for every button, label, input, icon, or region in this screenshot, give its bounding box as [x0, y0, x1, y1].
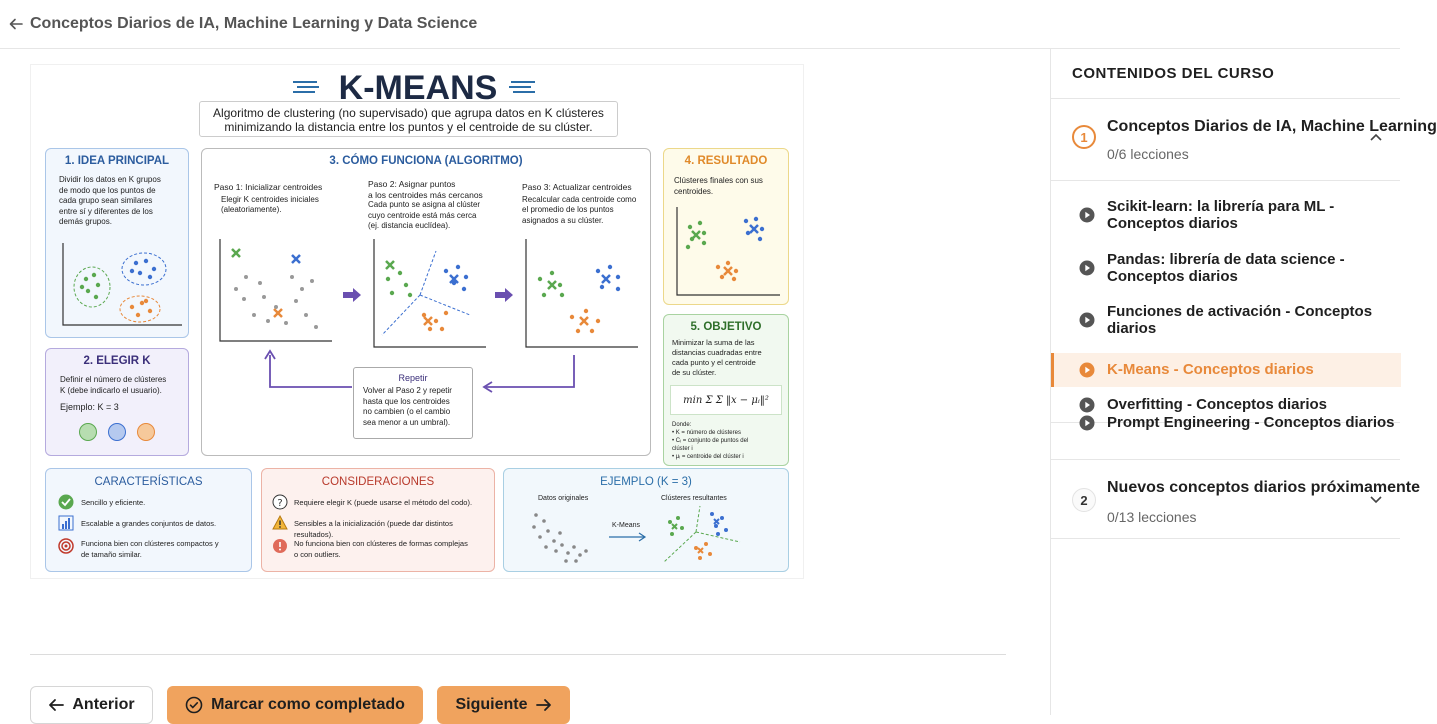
card-text: cada punto y el centroide: [672, 358, 756, 367]
step1-plot: [216, 237, 334, 343]
clustered-data-plot: [656, 504, 746, 566]
question-circle-icon: [272, 494, 288, 510]
lesson-title-line: Conceptos diarios: [1107, 268, 1238, 285]
lesson-title-line: diarios: [1107, 320, 1157, 337]
card-title: 5. OBJETIVO: [690, 321, 762, 333]
lesson-title: Prompt Engineering - Conceptos diarios: [1107, 414, 1395, 431]
arrow-right-icon: [494, 287, 514, 303]
card-text: clúster i: [672, 446, 693, 452]
next-button-label: Siguiente: [455, 696, 528, 713]
card-text: Ejemplo: K = 3: [60, 402, 119, 412]
section-2-header[interactable]: [1051, 459, 1420, 539]
step-heading: Paso 1: Inicializar centroides: [214, 182, 323, 192]
play-circle-icon: [1079, 415, 1095, 431]
subtitle-line: minimizando la distancia entre los puntos y el centroide de su clúster.: [224, 120, 593, 134]
consideration-text: o con outliers.: [294, 549, 341, 559]
card-text: • Cᵢ = conjunto de puntos del: [672, 438, 749, 444]
example-label: Clústeres resultantes: [661, 495, 727, 502]
step-heading: Paso 3: Actualizar centroides: [522, 182, 632, 192]
alert-circle-icon: [272, 538, 288, 554]
objective-formula: min Σ Σ ‖x − μᵢ‖²: [670, 385, 782, 415]
lesson-title-line: Overfitting - Conceptos diarios: [1107, 396, 1328, 413]
mark-complete-label: Marcar como completado: [211, 696, 405, 713]
play-circle-icon: [1079, 362, 1095, 378]
card-text: Minimizar la suma de las: [672, 338, 755, 347]
arrow-right-icon: [536, 698, 552, 712]
chevron-up-icon[interactable]: [1369, 133, 1383, 143]
lesson-title-line: Pandas: librería de data science -: [1107, 251, 1345, 268]
step-text: el promedio de los puntos: [522, 205, 614, 214]
consideration-text: No funciona bien con clústeres de formas complejas: [294, 539, 468, 548]
card-text: demás grupos.: [59, 217, 112, 226]
card-objetivo: [663, 314, 789, 466]
section-number-badge: 1: [1072, 125, 1096, 149]
repeat-title: Repetir: [398, 373, 428, 383]
section-title: Nuevos conceptos diarios próximamente: [1107, 479, 1420, 496]
lesson-title-line: Scikit-learn: la librería para ML -: [1107, 198, 1335, 215]
lesson-item-active[interactable]: [1051, 353, 1401, 387]
section-title: Conceptos Diarios de IA, Machine Learning: [1107, 118, 1437, 135]
repeat-text: sea menor a un umbral).: [363, 417, 451, 427]
card-text: distancias cuadradas entre: [672, 348, 762, 357]
mark-complete-button[interactable]: [167, 686, 423, 724]
check-circle-icon: [58, 494, 74, 510]
card-text: de su clúster.: [672, 368, 717, 377]
section-1-header[interactable]: [1051, 99, 1437, 181]
bar-chart-icon: [58, 515, 74, 531]
top-bar: [0, 0, 1400, 49]
step2-plot: [370, 237, 488, 353]
content-divider: [30, 654, 1006, 655]
lesson-title: [1107, 361, 1387, 378]
section-lesson-count: 0/13 lecciones: [1107, 509, 1197, 525]
kmeans-infographic: [30, 64, 804, 579]
lesson-item[interactable]: [1051, 406, 1400, 440]
original-data-plot: [526, 507, 596, 565]
card-title: 1. IDEA PRINCIPAL: [64, 155, 170, 167]
back-arrow-icon[interactable]: [8, 16, 24, 32]
arrow-right-icon: [342, 287, 362, 303]
step-text: cuyo centroide está más cerca: [368, 210, 477, 220]
step-text: (aleatoriamente).: [221, 205, 282, 214]
card-title: 3. CÓMO FUNCIONA (ALGORITMO): [329, 155, 523, 167]
step-text: asignados a su clúster.: [522, 215, 604, 225]
section-1-lessons: [1051, 181, 1400, 423]
card-text: Clústeres finales con sus: [674, 176, 763, 185]
step-heading: a los centroides más cercanos: [368, 189, 483, 200]
sidebar-heading: CONTENIDOS DEL CURSO: [1051, 49, 1400, 99]
card-ejemplo: [503, 468, 789, 572]
card-caracteristicas: [45, 468, 252, 572]
lesson-title-line: K-Means - Conceptos diarios: [1107, 361, 1314, 378]
previous-button[interactable]: [30, 686, 153, 724]
lesson-title: [1107, 251, 1387, 285]
feature-text: Sencillo y eficiente.: [81, 498, 146, 507]
lesson-title-line: Funciones de activación - Conceptos: [1107, 303, 1373, 320]
card-text: entre sí y diferentes de los: [59, 206, 153, 216]
consideration-text: Sensibles a la inicialización (puede dar distintos resultados).: [294, 519, 453, 539]
k-circles-icon: [76, 421, 166, 443]
card-como-funciona: [201, 148, 651, 456]
consideration-text: Requiere elegir K (puede usarse el método del codo).: [294, 498, 473, 507]
card-text: cada grupo sean similares: [59, 196, 153, 205]
example-arrow-label: K-Means: [612, 522, 641, 529]
step-text: (ej. distancia euclídea).: [368, 221, 451, 230]
card-title: EJEMPLO (K = 3): [600, 476, 692, 488]
card-text: K (debe indicarlo el usuario).: [60, 385, 162, 395]
card-text: Donde:: [672, 422, 692, 428]
arrow-left-icon: [48, 698, 64, 712]
feature-text: de tamaño similar.: [81, 549, 142, 559]
cluster-illustration: [60, 241, 185, 329]
card-title: 4. RESULTADO: [684, 155, 768, 167]
course-title[interactable]: Conceptos Diarios de IA, Machine Learning y Data Science: [30, 15, 478, 32]
card-idea-principal: [45, 148, 189, 338]
lesson-title: [1107, 198, 1387, 232]
warning-icon: [272, 515, 288, 531]
play-circle-icon: [1079, 312, 1095, 328]
lesson-content: [0, 49, 1050, 715]
card-text: Dividir los datos en K grupos: [59, 175, 161, 184]
step3-plot: [522, 237, 640, 353]
repeat-text: no cambien (o el cambio: [363, 407, 451, 416]
check-circle-icon: [185, 696, 203, 714]
result-plot: [674, 205, 782, 299]
svg-text:?: ?: [277, 498, 283, 509]
step-heading: Paso 2: Asignar puntos: [368, 179, 456, 189]
course-contents-sidebar: [1050, 49, 1437, 715]
play-circle-icon: [1079, 260, 1095, 276]
card-consideraciones: [261, 468, 495, 572]
infographic-subtitle: [199, 101, 618, 137]
card-text: • μᵢ = centroide del clúster i: [672, 454, 744, 460]
repeat-text: Volver al Paso 2 y repetir: [363, 386, 452, 395]
infographic-title: K-MEANS: [338, 69, 498, 107]
lesson-title-line: Conceptos diarios: [1107, 215, 1238, 232]
section-number-badge: 2: [1072, 488, 1096, 512]
subtitle-line: Algoritmo de clustering (no supervisado) que agrupa datos en K clústeres: [213, 106, 604, 120]
example-label: Datos originales: [538, 495, 589, 502]
lesson-item[interactable]: [1051, 189, 1401, 241]
step-text: Elegir K centroides iniciales: [221, 194, 319, 204]
card-title: CONSIDERACIONES: [321, 476, 435, 488]
feature-text: Escalable a grandes conjuntos de datos.: [81, 519, 217, 528]
card-text: • K = número de clústeres: [672, 430, 741, 436]
arrow-right-icon: [608, 532, 648, 542]
section-lesson-count: 0/6 lecciones: [1107, 146, 1189, 162]
card-elegir-k: [45, 348, 189, 456]
previous-button-label: Anterior: [72, 696, 135, 713]
feature-text: Funciona bien con clústeres compactos y: [81, 539, 219, 548]
lesson-title: [1107, 303, 1387, 337]
lesson-item[interactable]: [1051, 242, 1401, 294]
lesson-item[interactable]: [1051, 294, 1401, 346]
card-text: Definir el número de clústeres: [60, 375, 167, 384]
target-icon: [58, 538, 74, 554]
card-resultado: [663, 148, 789, 305]
step-text: Recalcular cada centroide como: [522, 194, 637, 204]
repeat-text: hasta que los centroides: [363, 396, 450, 406]
card-text: centroides.: [674, 186, 714, 196]
play-circle-icon: [1079, 207, 1095, 223]
chevron-down-icon[interactable]: [1369, 494, 1383, 504]
step-text: Cada punto se asigna al clúster: [368, 200, 481, 209]
card-title: CARACTERÍSTICAS: [94, 476, 203, 488]
card-title: 2. ELEGIR K: [83, 355, 151, 367]
next-button[interactable]: [437, 686, 570, 724]
repeat-box: [353, 367, 473, 439]
card-text: de modo que los puntos de: [59, 185, 156, 195]
